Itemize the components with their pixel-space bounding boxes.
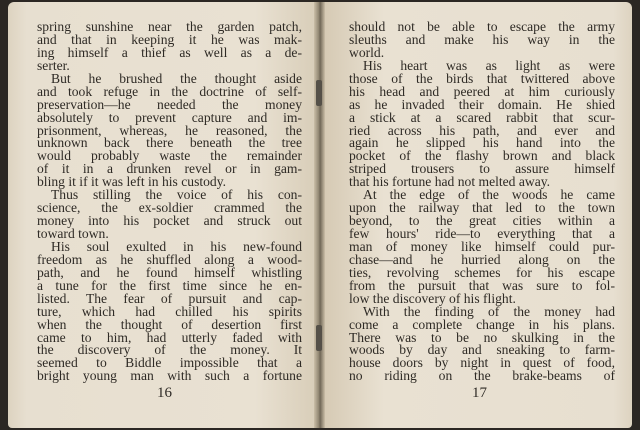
text-line: a tune for the first time since he en- [37,277,302,293]
text-line: came to him, had utterly faded with [37,329,302,345]
page-number-left: 16 [157,385,172,401]
text-line: serter. [37,57,70,73]
text-line: preservation—he needed the money [37,96,302,112]
text-line: His soul exulted in his new-found [51,238,302,254]
text-line: bling it if it was left in his custody. [37,174,227,190]
text-line: With the finding of the money had [363,303,615,319]
text-line: that his fortune had not melted away. [349,174,551,190]
text-line: spring sunshine near the garden patch, [37,19,302,34]
text-line: man of money like himself could pur- [349,238,615,254]
text-line: unknown back there beneath the tree [37,135,302,151]
text-line: At the edge of the woods he came [363,187,615,203]
text-line: beyond, to the great cities within a [349,213,615,229]
text-line: woods by day and sneaking to farm- [349,342,615,358]
text-line: ture, which had chilled his spirits [37,303,302,319]
text-line: ties, revolving schemes for his escape [349,264,615,280]
text-line: should not be able to escape the army [349,19,615,34]
right-page-text [349,21,615,383]
text-line: no riding on the brake-beams of [349,368,615,384]
text-line: would probably waste the remainder [37,148,302,164]
text-line: His heart was as light as were [363,57,615,73]
text-line: sleuths and make his way in the [349,31,615,47]
text-line: prisonment, whereas, he reasoned, the [37,122,302,138]
text-line: pocket of the flashy brown and black [349,148,615,164]
left-page-text [37,21,302,383]
text-line: toward town. [37,226,109,241]
staple [316,325,322,351]
text-line: as he invaded their domain. He shied [349,96,615,112]
text-line: few hours' ride—to everything that a [349,226,615,241]
text-line: seemed to Biddle impossible that a [37,355,302,371]
text-line: from the pursuit that was sure to fol- [349,277,615,293]
text-line: house doors by night in quest of food, [349,355,615,371]
text-line: freedom as he shuffled along a wood- [37,251,302,267]
text-line: ried across his path, and ever and [349,122,615,138]
text-line: those of the birds that twittered above [349,70,615,86]
text-line: the discovery of the money. It [37,342,302,358]
text-line: bright young man with such a fortune [37,368,302,384]
text-line: his head and peered at him curiously [349,83,615,99]
text-line: money into his pocket and struck out [37,213,302,229]
text-line: But he brushed the thought aside [51,70,302,86]
page-number-right: 17 [472,385,487,401]
text-line: striped trousers to assure himself [349,161,615,177]
text-line: come a complete change in his plans. [349,316,615,332]
text-line: upon the railway that led to the town [349,200,615,216]
text-line: and took refuge in the doctrine of self- [37,83,302,99]
text-line: ing himself a thief as well as a de- [37,44,302,60]
text-line: low the discovery of his flight. [349,290,516,306]
text-line: absolutely to prevent capture and im- [37,109,302,125]
text-line: again he slipped his hand into the [349,135,615,151]
text-line: when the thought of desertion first [37,316,302,332]
text-line: chase—and he hurried along on the [349,251,615,267]
book-spine [314,2,325,428]
text-line: listed. The fear of pursuit and cap- [37,290,302,306]
text-line: world. [349,44,385,60]
staple [316,80,322,106]
text-line: There was to be no skulking in the [349,329,615,345]
text-line: path, and he found himself whistling [37,264,302,280]
text-line: and that in keeping it he was mak- [37,31,302,47]
text-line: a stick at a scared rabbit that scur- [349,109,615,125]
text-line: science, the ex-soldier crammed the [37,200,302,216]
text-line: Thus stilling the voice of his con- [51,187,302,203]
text-line: of it in a drunken revel or in gam- [37,161,302,177]
